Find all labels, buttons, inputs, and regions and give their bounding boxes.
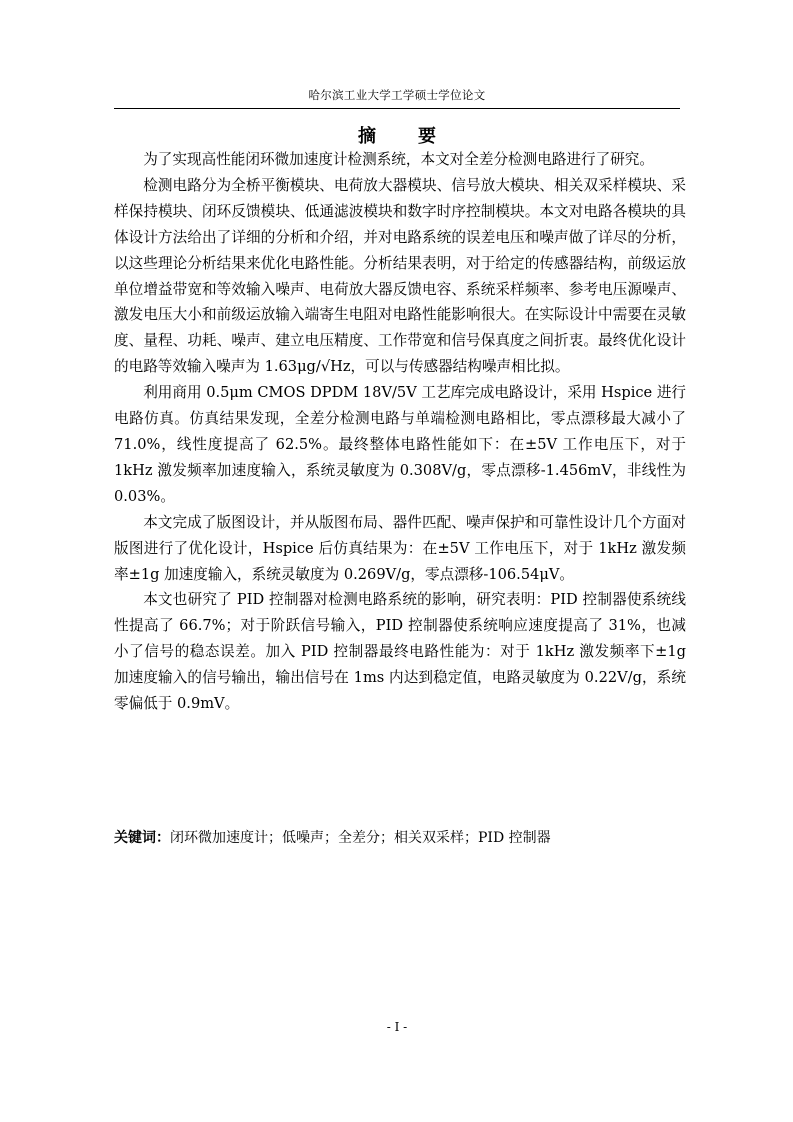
page-number: - I - bbox=[386, 1020, 408, 1034]
abstract-paragraph: 本文也研究了 PID 控制器对检测电路系统的影响，研究表明：PID 控制器使系统线性提高了 66.7%；对于阶跃信号输入，PID 控制器使系统响应速度提高了 31%，也减小了信号的稳态误差。加入 PID 控制器最终电路性能为：对于 1kHz 激发频率下±1g 加速度输入的信号输出，输出信号在 1ms 内达到稳定值，电路灵敏度为 0.22V/g，系统零偏低于 0.9mV。 bbox=[114, 591, 686, 713]
header-rule bbox=[114, 108, 680, 109]
running-header: 哈尔滨工业大学工学硕士学位论文 bbox=[308, 88, 486, 102]
abstract-title-part1: 摘 bbox=[358, 126, 376, 147]
abstract-paragraph: 本文完成了版图设计，并从版图布局、器件匹配、噪声保护和可靠性设计几个方面对版图进行了优化设计，Hspice 后仿真结果为：在±5V 工作电压下，对于 1kHz 激发频率±1g 加速度输入，系统灵敏度为 0.269V/g，零点漂移-106.54μV。 bbox=[114, 513, 686, 583]
abstract-title-part2: 要 bbox=[418, 126, 436, 147]
keywords bbox=[114, 826, 686, 850]
abstract-paragraph: 为了实现高性能闭环微加速度计检测系统，本文对全差分检测电路进行了研究。 bbox=[143, 151, 654, 168]
abstract-body bbox=[114, 147, 686, 717]
abstract-paragraph: 检测电路分为全桥平衡模块、电荷放大器模块、信号放大模块、相关双采样模块、采样保持模块、闭环反馈模块、低通滤波模块和数字时序控制模块。本文对电路各模块的具体设计方法给出了详细的分析和介绍，并对电路系统的误差电压和噪声做了详尽的分析，以这些理论分析结果来优化电路性能。分析结果表明，对于给定的传感器结构，前级运放单位增益带宽和等效输入噪声、电荷放大器反馈电容、系统采样频率、参考电压源噪声、激发电压大小和前级运放输入端寄生电阻对电路性能影响很大。在实际设计中需要在灵敏度、量程、功耗、噪声、建立电压精度、工作带宽和信号保真度之间折衷。最终优化设计的电路等效输入噪声为 1.63μg/√Hz，可以与传感器结构噪声相比拟。 bbox=[114, 176, 686, 376]
abstract-paragraph: 利用商用 0.5μm CMOS DPDM 18V/5V 工艺库完成电路设计，采用 Hspice 进行电路仿真。仿真结果发现，全差分检测电路与单端检测电路相比，零点漂移最大减小了 71.0%，线性度提高了 62.5%。最终整体电路性能如下：在±5V 工作电压下，对于 1kHz 激发频率加速度输入，系统灵敏度为 0.308V/g，零点漂移-1.456mV，非线性为 0.03%。 bbox=[114, 384, 687, 505]
keywords-text: 闭环微加速度计；低噪声；全差分；相关双采样；PID 控制器 bbox=[170, 830, 551, 846]
abstract-title bbox=[114, 122, 680, 148]
keywords-label: 关键词： bbox=[114, 830, 170, 846]
